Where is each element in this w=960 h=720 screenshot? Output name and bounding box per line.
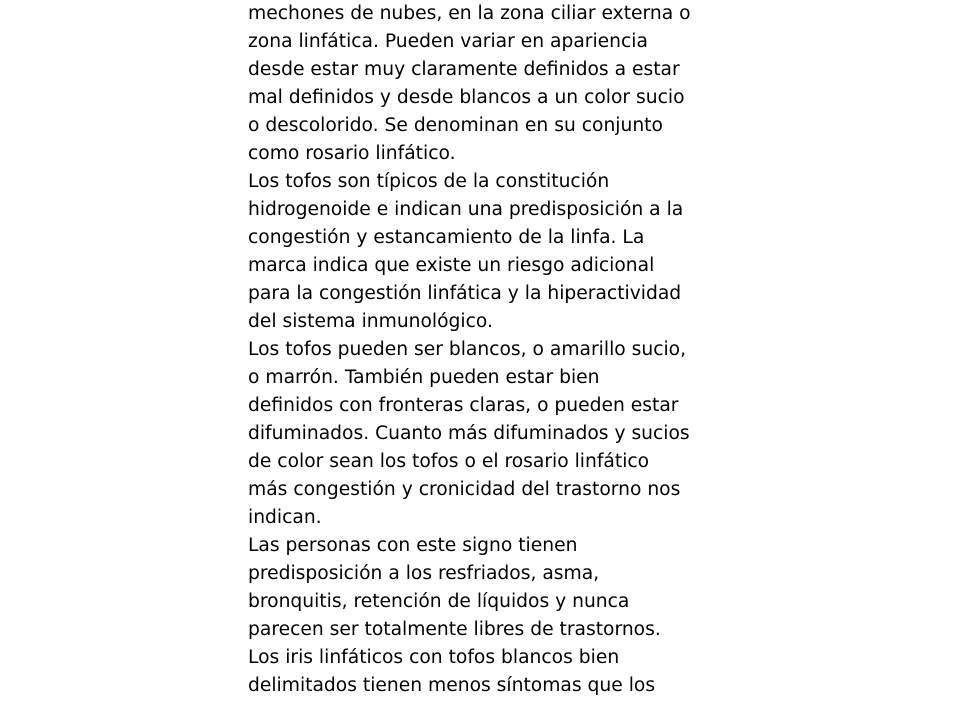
text-line: desde estar muy claramente definidos a estar: [248, 59, 680, 80]
text-line: definidos con fronteras claras, o pueden estar: [248, 395, 679, 416]
text-line: o descolorido. Se denominan en su conjunto: [248, 115, 663, 136]
text-line: más congestión y cronicidad del trastorno nos: [248, 479, 681, 500]
text-line: como rosario linfático.: [248, 143, 456, 164]
text-line: para la congestión linfática y la hiperactividad: [248, 283, 682, 304]
text-line: Los iris linfáticos con tofos blancos bien: [248, 647, 620, 668]
text-line: de color sean los tofos o el rosario linfático: [248, 451, 650, 472]
text-line: o marrón. También pueden estar bien: [248, 367, 600, 388]
text-line: bronquitis, retención de líquidos y nunca: [248, 591, 630, 612]
text-line: del sistema inmunológico.: [248, 311, 493, 332]
text-line: indican.: [248, 507, 322, 528]
text-line: zona linfática. Pueden variar en apariencia: [248, 31, 648, 52]
text-line: predisposición a los resfriados, asma,: [248, 563, 600, 584]
text-line: Los tofos son típicos de la constitución: [248, 171, 610, 192]
text-line: congestión y estancamiento de la linfa. La: [248, 227, 645, 248]
text-line: delimitados tienen menos síntomas que los: [248, 675, 656, 696]
text-line: Las personas con este signo tienen: [248, 535, 578, 556]
text-line: Los tofos pueden ser blancos, o amarillo sucio,: [248, 339, 687, 360]
text-line: mal definidos y desde blancos a un color sucio: [248, 87, 685, 108]
text-line: parecen ser totalmente libres de trastornos.: [248, 619, 661, 640]
text-line: hidrogenoide e indican una predisposición a la: [248, 199, 684, 220]
text-line: mechones de nubes, en la zona ciliar externa o: [248, 3, 691, 24]
text-line: difuminados. Cuanto más difuminados y sucios: [248, 423, 690, 444]
text-line: marca indica que existe un riesgo adicional: [248, 255, 655, 276]
body-text: [248, 0, 718, 700]
